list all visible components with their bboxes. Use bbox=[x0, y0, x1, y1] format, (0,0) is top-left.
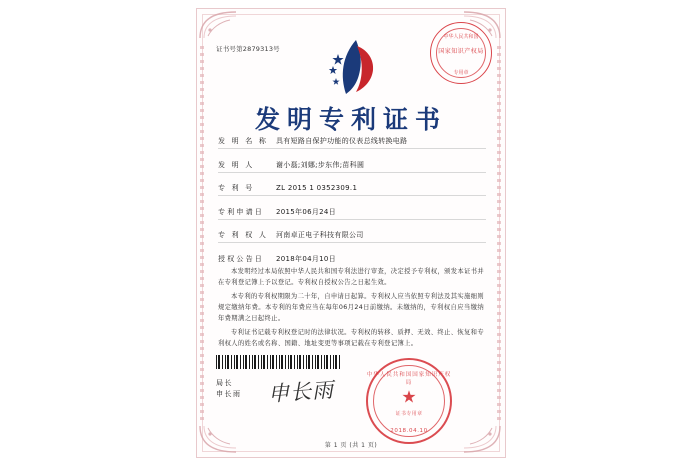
field-label-inventors: 发 明 人 bbox=[218, 160, 255, 169]
official-round-seal bbox=[366, 358, 452, 444]
top-seal-center-text: 国家知识产权局 bbox=[438, 48, 484, 55]
field-value-grant-date: 2018年04月10日 bbox=[276, 254, 336, 263]
field-value-invention-name: 具有短路自保护功能的仪表总线转换电路 bbox=[276, 137, 408, 145]
field-value-patent-number: ZL 2015 1 0352309.1 bbox=[276, 184, 358, 192]
field-row-inventors bbox=[218, 160, 486, 173]
field-row-invention-name bbox=[218, 136, 486, 149]
field-row-patent-number bbox=[218, 183, 486, 196]
signature-label-director: 局长 bbox=[216, 379, 233, 387]
field-label-invention-name: 发 明 名 称 bbox=[218, 137, 269, 145]
certificate-serial-number: 证书号第2879313号 bbox=[216, 45, 280, 53]
top-seal-arc-bottom-text: 专用章 bbox=[453, 70, 469, 76]
signature-label-name: 申长雨 bbox=[216, 390, 242, 398]
signature-labels bbox=[216, 378, 242, 400]
page-title: 发明专利证书 bbox=[254, 105, 447, 134]
signature-handwriting: 申长雨 bbox=[267, 377, 335, 407]
official-seal-arc-text: 中华人民共和国国家知识产权局 bbox=[366, 372, 452, 386]
field-label-patent-number: 专 利 号 bbox=[218, 184, 255, 192]
official-seal-mid-text: 证书专用章 bbox=[395, 411, 423, 417]
official-seal-date-text: 2018.04.10 bbox=[390, 428, 428, 434]
body-paragraph-2: 本专利的专利权期限为二十年，自申请日起算。专利权人应当依照专利法及其实施细则规定缴纳年费。本专利的年费应当在每年06月24日前缴纳。未缴纳的，专利权自应当缴纳年费期满之日起终止。 bbox=[218, 293, 484, 322]
field-value-inventors: 谢小磊;刘娜;步东伟;苗科圆 bbox=[276, 160, 365, 169]
corner-ornament-bottom-left-icon bbox=[198, 424, 238, 454]
body-paragraph-3: 专利证书记载专利权登记时的法律状况。专利权的转移、质押、无效、终止、恢复和专利权人的姓名或名称、国籍、地址变更等事项记载在专利登记簿上。 bbox=[218, 329, 484, 347]
barcode-bars bbox=[216, 355, 340, 369]
body-paragraph-1: 本发明经过本局依照中华人民共和国专利法进行审查，决定授予专利权，颁发本证书并在专利登记簿上予以登记。专利权自授权公告之日起生效。 bbox=[218, 268, 484, 286]
field-label-patentee: 专 利 权 人 bbox=[218, 231, 269, 239]
star-icon: ★ bbox=[401, 387, 417, 408]
top-right-official-seal bbox=[430, 22, 492, 84]
patent-emblem-icon bbox=[316, 36, 388, 98]
field-value-application-date: 2015年06月24日 bbox=[276, 207, 336, 216]
certificate-fields bbox=[218, 136, 486, 274]
certificate-body-text bbox=[218, 266, 484, 352]
field-row-patentee bbox=[218, 230, 486, 243]
field-label-application-date: 专利申请日 bbox=[218, 207, 264, 216]
corner-ornament-top-left-icon bbox=[198, 10, 238, 40]
top-seal-arc-top-text: 中华人民共和国 bbox=[443, 34, 479, 40]
field-value-patentee: 河南卓正电子科技有限公司 bbox=[276, 231, 364, 239]
page-footer: 第 1 页 (共 1 页) bbox=[324, 442, 378, 449]
certificate-barcode bbox=[216, 355, 340, 373]
field-label-grant-date: 授权公告日 bbox=[218, 254, 264, 263]
field-row-grant-date bbox=[218, 254, 486, 264]
field-row-application-date bbox=[218, 207, 486, 220]
corner-ornament-bottom-right-icon bbox=[462, 424, 502, 454]
